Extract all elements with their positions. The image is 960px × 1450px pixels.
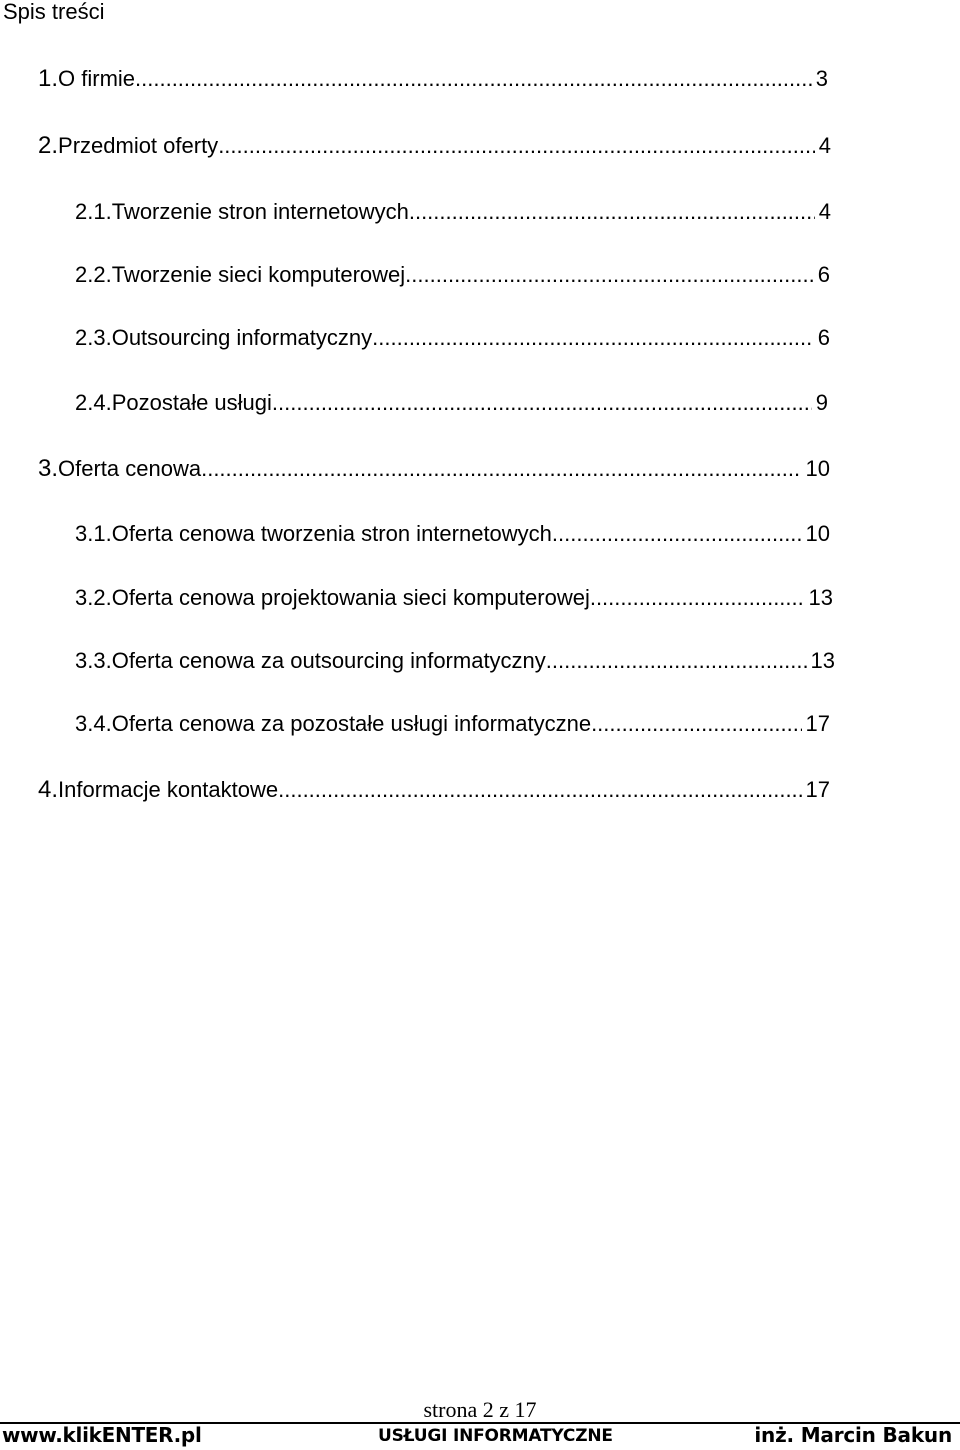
toc-entry-number: 2.1.	[75, 199, 112, 224]
toc-entry-text: Informacje kontaktowe	[58, 777, 279, 802]
toc-entry-3-1[interactable]	[75, 521, 830, 547]
toc-entry-page: 6	[817, 262, 830, 287]
toc-entry-4[interactable]	[38, 777, 830, 803]
toc-leader-dots	[590, 585, 805, 611]
toc-entry-1[interactable]	[38, 66, 828, 92]
toc-entry-number: 3.1.	[75, 521, 112, 546]
toc-leader-dots	[409, 199, 815, 225]
toc-leader-dots	[218, 133, 815, 159]
toc-leader-dots	[552, 521, 802, 547]
toc-entry-text: Pozostałe usługi	[111, 390, 272, 415]
toc-entry-text: Oferta cenowa	[58, 456, 202, 481]
toc-entry-text: Oferta cenowa projektowania sieci komputerowej	[111, 585, 590, 610]
toc-entry-page: 10	[805, 521, 830, 546]
toc-leader-dots	[372, 325, 814, 351]
toc-entry-text: Przedmiot oferty	[58, 133, 219, 158]
toc-entry-number: 3.2.	[75, 585, 112, 610]
footer-website: www.klikENTER.pl	[2, 1423, 202, 1447]
toc-entry-page: 10	[805, 456, 830, 481]
toc-entry-3-2[interactable]	[75, 585, 833, 611]
toc-entry-number: 2.	[38, 132, 59, 159]
toc-entry-page: 6	[817, 325, 830, 350]
toc-entry-3-4[interactable]	[75, 711, 830, 737]
toc-leader-dots	[546, 648, 807, 674]
toc-entry-number: 2.4.	[75, 390, 112, 415]
toc-entry-page: 4	[818, 199, 831, 224]
toc-entry-text: Oferta cenowa za outsourcing informatyczny	[111, 648, 546, 673]
toc-entry-number: 1.	[38, 65, 59, 92]
toc-entry-page: 17	[805, 777, 830, 802]
page-number: strona 2 z 17	[423, 1397, 537, 1422]
toc-leader-dots	[591, 711, 801, 737]
toc-entry-number: 3.3.	[75, 648, 112, 673]
toc-entry-3[interactable]	[38, 456, 830, 482]
toc-entry-page: 4	[818, 133, 831, 158]
footer	[0, 1424, 960, 1450]
toc-entry-page: 9	[815, 390, 828, 415]
toc-entry-text: Tworzenie sieci komputerowej	[111, 262, 406, 287]
toc-entry-3-3[interactable]	[75, 648, 835, 674]
toc-entry-text: Outsourcing informatyczny	[111, 325, 373, 350]
toc-entry-2[interactable]	[38, 133, 831, 159]
toc-entry-page: 3	[815, 66, 828, 91]
toc-entry-number: 3.4.	[75, 711, 112, 736]
toc-entry-page: 17	[805, 711, 830, 736]
toc-entry-text: Oferta cenowa za pozostałe usługi informatyczne	[111, 711, 592, 736]
toc-entry-number: 4.	[38, 776, 59, 803]
toc-leader-dots	[201, 456, 801, 482]
toc-leader-dots	[272, 390, 812, 416]
toc-entry-number: 3.	[38, 455, 59, 482]
toc-entry-number: 2.3.	[75, 325, 112, 350]
footer-author: inż. Marcin Bakun	[754, 1423, 952, 1447]
toc-leader-dots	[278, 777, 801, 803]
toc-entry-2-2[interactable]	[75, 262, 830, 288]
toc-entry-page: 13	[810, 648, 835, 673]
toc-entry-2-1[interactable]	[75, 199, 831, 225]
toc-entry-text: Oferta cenowa tworzenia stron internetowych	[111, 521, 552, 546]
toc-entry-2-4[interactable]	[75, 390, 828, 416]
toc-entry-number: 2.2.	[75, 262, 112, 287]
toc-entry-text: O firmie	[58, 66, 136, 91]
toc-entry-text: Tworzenie stron internetowych	[111, 199, 409, 224]
toc-title: Spis treści	[3, 0, 105, 24]
toc-entry-2-3[interactable]	[75, 325, 830, 351]
toc-entry-page: 13	[808, 585, 833, 610]
footer-tagline: USŁUGI INFORMATYCZNE	[378, 1426, 613, 1446]
toc-leader-dots	[135, 66, 812, 92]
toc-leader-dots	[405, 262, 814, 288]
